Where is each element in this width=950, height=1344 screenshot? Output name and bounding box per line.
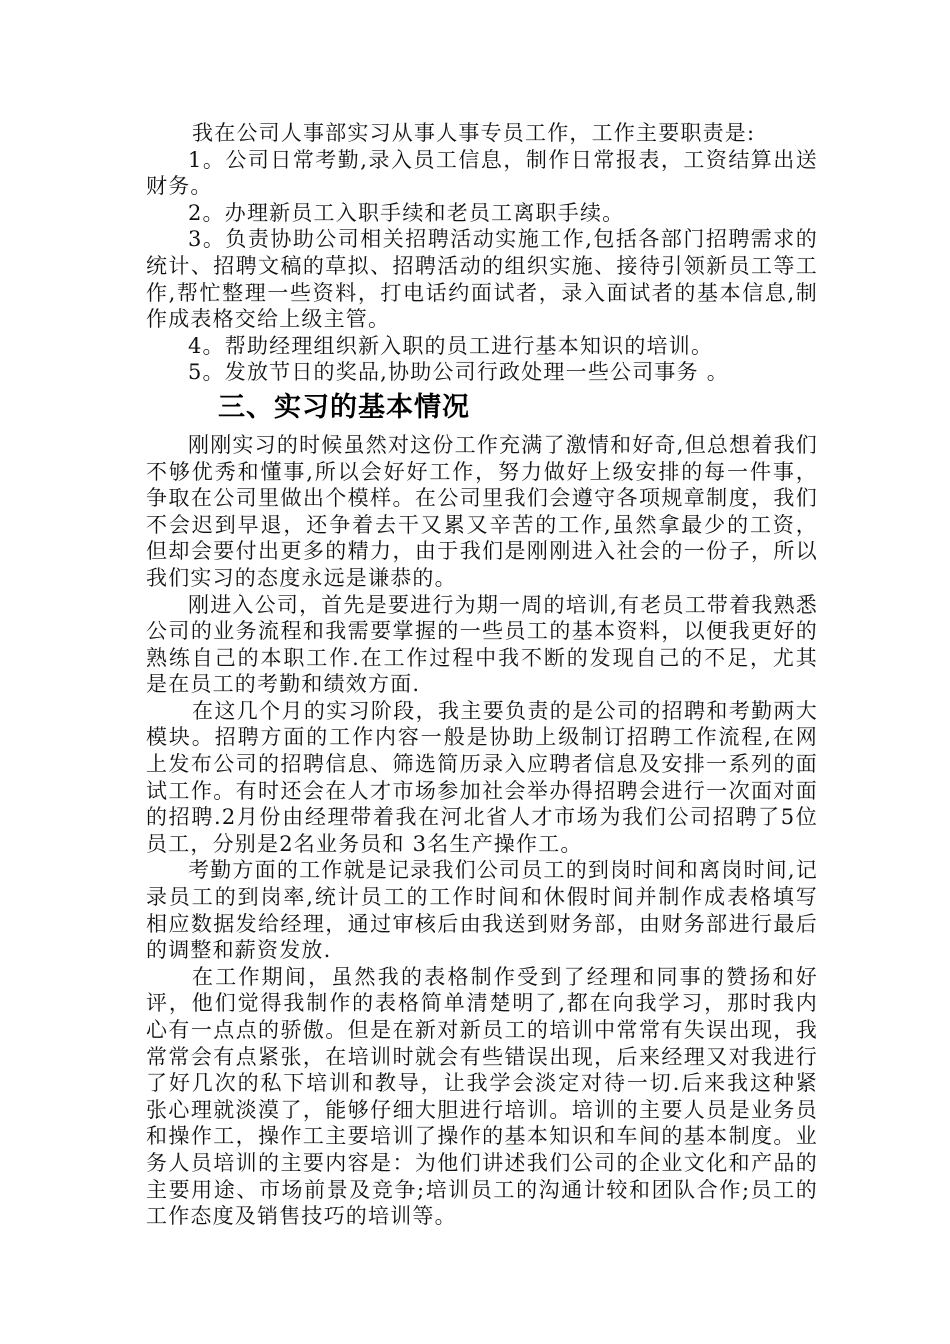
duty-item-1: 1。公司日常考勤,录入员工信息，制作日常报表，工资结算出送财务。: [146, 147, 818, 199]
document-body: [146, 120, 818, 1230]
duty-item-3: 3。负责协助公司相关招聘活动实施工作,包括各部门招聘需求的统计、招聘文稿的草拟、招聘活动的组织实施、接待引领新员工等工作,帮忙整理一些资料，打电话约面试者，录入面试者的基本信息,制作成表格交给上级主管。: [146, 227, 818, 332]
body-paragraph-2: 刚进入公司，首先是要进行为期一周的培训,有老员工带着我熟悉公司的业务流程和我需要掌握的一些员工的基本资料，以便我更好的熟练自己的本职工作.在工作过程中我不断的发现自己的不足，尤其是在员工的考勤和绩效方面.: [146, 592, 818, 697]
duty-item-4: 4。帮助经理组织新入职的员工进行基本知识的培训。: [188, 333, 714, 358]
body-paragraph-5: 在工作期间，虽然我的表格制作受到了经理和同事的赞扬和好评，他们觉得我制作的表格简单清楚明了,都在向我学习，那时我内心有一点点的骄傲。但是在新对新员工的培训中常常有失误出现，我常常会有点紧张，在培训时就会有些错误出现，后来经理又对我进行了好几次的私下培训和教导，让我学会淡定对待一切.后来我这种紧张心理就淡漠了，能够仔细大胆进行培训。培训的主要人员是业务员和操作工，操作工主要培训了操作的基本知识和车间的基本制度。业务人员培训的主要内容是：为他们讲述我们公司的企业文化和产品的主要用途、市场前景及竞争;培训员工的沟通计较和团队合作;员工的工作态度及销售技巧的培训等。: [146, 964, 818, 1229]
body-paragraph-4: 考勤方面的工作就是记录我们公司员工的到岗时间和离岗时间,记录员工的到岗率,统计员工的工作时间和休假时间并制作成表格填写相应数据发给经理，通过审核后由我送到财务部，由财务部进行最后的调整和薪资发放.: [146, 858, 818, 963]
body-paragraph-3: 在这几个月的实习阶段，我主要负责的是公司的招聘和考勤两大模块。招聘方面的工作内容一般是协助上级制订招聘工作流程,在网上发布公司的招聘信息、筛选简历录入应聘者信息及安排一系列的面试工作。有时还会在人才市场参加社会举办得招聘会进行一次面对面的招聘.2月份由经理带着我在河北省人才市场为我们公司招聘了5位员工，分别是2名业务员和 3名生产操作工。: [146, 698, 818, 856]
duty-item-2: 2。办理新员工入职手续和老员工离职手续。: [188, 200, 625, 225]
body-paragraph-1: 刚刚实习的时候虽然对这份工作充满了激情和好奇,但总想着我们不够优秀和懂事,所以会好好工作，努力做好上级安排的每一件事，争取在公司里做出个模样。在公司里我们会遵守各项规章制度，我们不会迟到早退，还争着去干又累又辛苦的工作,虽然拿最少的工资，但却会要付出更多的精力，由于我们是刚刚进入社会的一份子，所以我们实习的态度永远是谦恭的。: [146, 432, 818, 590]
duty-item-5: 5。发放节日的奖品,协助公司行政处理一些公司事务 。: [188, 360, 729, 385]
section-heading: 三、实习的基本情况: [218, 391, 470, 423]
intro-paragraph: 我在公司人事部实习从事人事专员工作，工作主要职责是:: [192, 121, 756, 145]
